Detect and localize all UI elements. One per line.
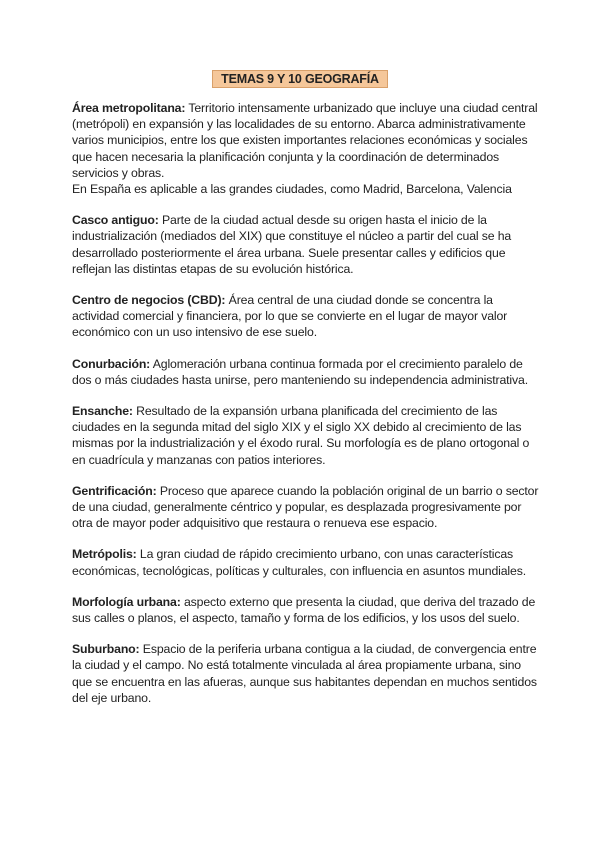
glossary-definition: Área central de una ciudad donde se concentra la actividad comercial y financiera, por lo que se convierte en el lugar de mayor valor económico con un uso intensivo de ese suelo. xyxy=(72,293,508,340)
glossary-term: Morfología urbana: xyxy=(72,594,181,609)
glossary-term: Ensanche: xyxy=(72,404,133,419)
glossary-term: Gentrificación: xyxy=(72,483,157,498)
glossary-definition: Proceso que aparece cuando la población original de un barrio o sector de una ciudad, generalmente céntrico y popular, es desplazada progresivamente por otra de mayor poder adquisitivo que restaura o renueva ese espacio. xyxy=(72,483,539,531)
glossary-entry-conurbacion xyxy=(72,356,542,388)
glossary-definition: Resultado de la expansión urbana planificada del crecimiento de las ciudades en la segunda mitad del siglo XIX y el siglo XX debido al crecimiento de las mismas por la industrialización y el éxodo rural. Su morfología es de plano ortogonal o en cuadrícula y manzanas con patios interiores. xyxy=(72,404,530,467)
glossary-term: Conurbación: xyxy=(72,356,151,371)
glossary-definition: Aglomeración urbana continua formada por el crecimiento paralelo de dos o más ciudades hasta unirse, pero manteniendo su independencia administrativa. xyxy=(72,356,528,387)
glossary-entry-suburbano xyxy=(72,641,542,706)
glossary-term: Centro de negocios (CBD): xyxy=(72,293,226,308)
glossary-definition: aspecto externo que presenta la ciudad, que deriva del trazado de sus calles o planos, el aspecto, tamaño y forma de los edificios, y los usos del suelo. xyxy=(72,594,536,626)
glossary-definition: Parte de la ciudad actual desde su origen hasta el inicio de la industrialización (mediados del XIX) que constituye el núcleo a partir del cual se ha desarrollado posteriormente el área urbana. Suele presentar calles y edificios que reflejan las distintas etapas de su evolución histórica. xyxy=(72,213,512,276)
glossary-definition: Territorio intensamente urbanizado que incluye una ciudad central (metrópoli) en expansión y las localidades de su entorno. Abarca administrativamente varios municipios, entre los que existen importantes relaciones económicas y sociales que hacen necesaria la planificación conjunta y la coordinación de determinados servicios y obras. xyxy=(72,101,538,180)
glossary xyxy=(72,100,542,721)
glossary-entry-metropolis xyxy=(72,546,542,578)
document-title: TEMAS 9 Y 10 GEOGRAFÍA xyxy=(212,70,388,88)
glossary-definition: La gran ciudad de rápido crecimiento urbano, con unas características económicas, tecnológicas, políticas y culturales, con influencia en asuntos mundiales. xyxy=(72,547,526,578)
glossary-term: Área metropolitana: xyxy=(72,101,186,115)
glossary-entry-cbd xyxy=(72,292,542,341)
glossary-entry-casco-antiguo xyxy=(72,212,542,277)
glossary-entry-ensanche xyxy=(72,403,542,468)
glossary-entry-area-metropolitana xyxy=(72,100,542,197)
glossary-term: Suburbano: xyxy=(72,642,140,657)
glossary-note: En España es aplicable a las grandes ciudades, como Madrid, Barcelona, Valencia xyxy=(72,182,512,197)
glossary-term: Metrópolis: xyxy=(72,547,137,562)
glossary-definition: Espacio de la periferia urbana contigua a la ciudad, de convergencia entre la ciudad y el campo. No está totalmente vinculada al área propiamente urbana, sino que se encuentra en las afueras, aunque sus habitantes dependan en muchos sentidos del eje urbano. xyxy=(72,642,537,705)
glossary-entry-gentrificacion xyxy=(72,483,542,532)
glossary-term: Casco antiguo: xyxy=(72,213,159,228)
title-wrap xyxy=(0,70,600,88)
glossary-entry-morfologia-urbana xyxy=(72,594,542,626)
